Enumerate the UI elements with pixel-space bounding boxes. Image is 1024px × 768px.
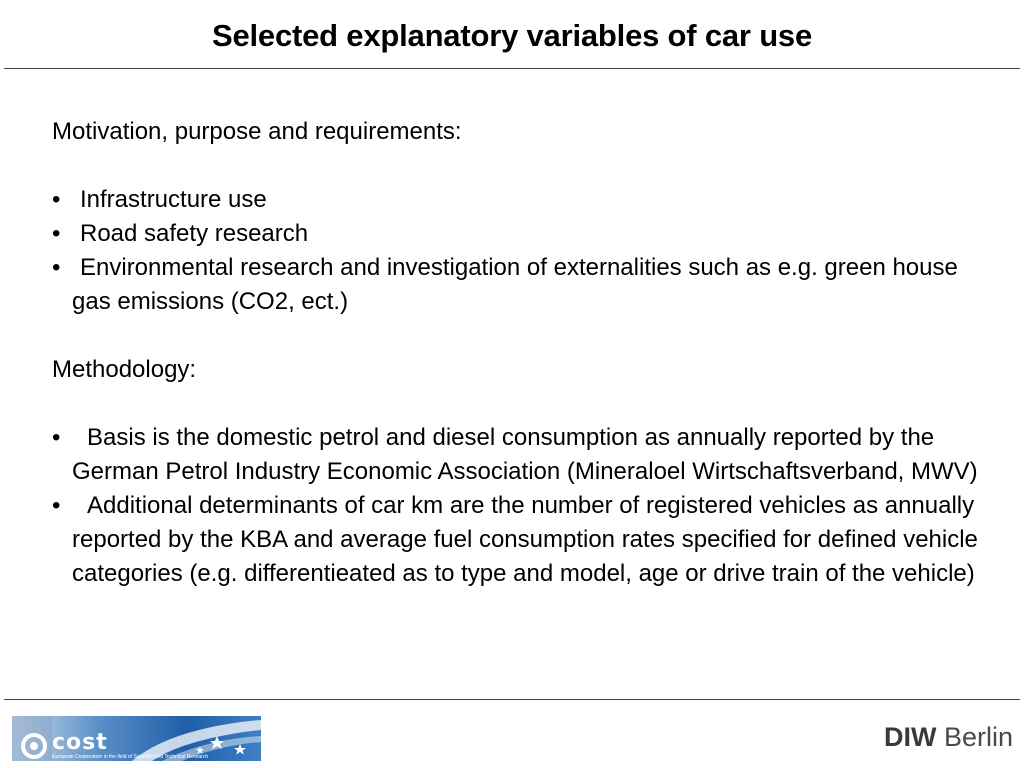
diw-logo-bold: DIW xyxy=(884,722,937,752)
list-item xyxy=(52,183,1002,217)
bullet-text: Environmental research and investigation of externalities such as e.g. green house gas emissions (CO2, ect.) xyxy=(72,254,958,315)
diw-berlin-logo xyxy=(884,720,1013,754)
list-item xyxy=(52,217,1002,251)
list-item xyxy=(52,421,1002,489)
slide-body xyxy=(52,115,1002,591)
bullet-marker: • xyxy=(52,492,61,519)
footer-divider xyxy=(4,699,1020,700)
methodology-heading: Methodology: xyxy=(52,356,197,383)
bullet-text: Road safety research xyxy=(80,220,309,247)
cost-logo xyxy=(12,716,261,761)
bullet-text: Additional determinants of car km are the number of registered vehicles as annually reported by the KBA and average fuel consumption rates specified for defined vehicle categories (e.g. differentieated as to type and model, age or drive train of the vehicle) xyxy=(72,492,978,587)
cost-logo-text: cost xyxy=(52,730,108,755)
bullet-marker: • xyxy=(52,186,61,213)
slide-title: Selected explanatory variables of car use xyxy=(211,18,813,53)
cost-tagline: European Cooperation in the field of Scientific and Technical Research xyxy=(52,754,209,760)
bullet-marker: • xyxy=(52,254,61,281)
methodology-list xyxy=(52,421,1002,591)
bullet-text: Infrastructure use xyxy=(80,186,267,213)
bullet-marker: • xyxy=(52,220,61,247)
motivation-heading: Motivation, purpose and requirements: xyxy=(52,118,462,145)
bullet-text: Basis is the domestic petrol and diesel consumption as annually reported by the German Petrol Industry Economic Association (Mineraloel Wirtschaftsverband, MWV) xyxy=(72,424,978,485)
bullet-marker: • xyxy=(52,424,61,451)
diw-logo-city: Berlin xyxy=(944,722,1014,752)
motivation-list xyxy=(52,183,1002,319)
list-item xyxy=(52,489,1002,591)
title-divider xyxy=(4,68,1020,69)
list-item xyxy=(52,251,1002,319)
